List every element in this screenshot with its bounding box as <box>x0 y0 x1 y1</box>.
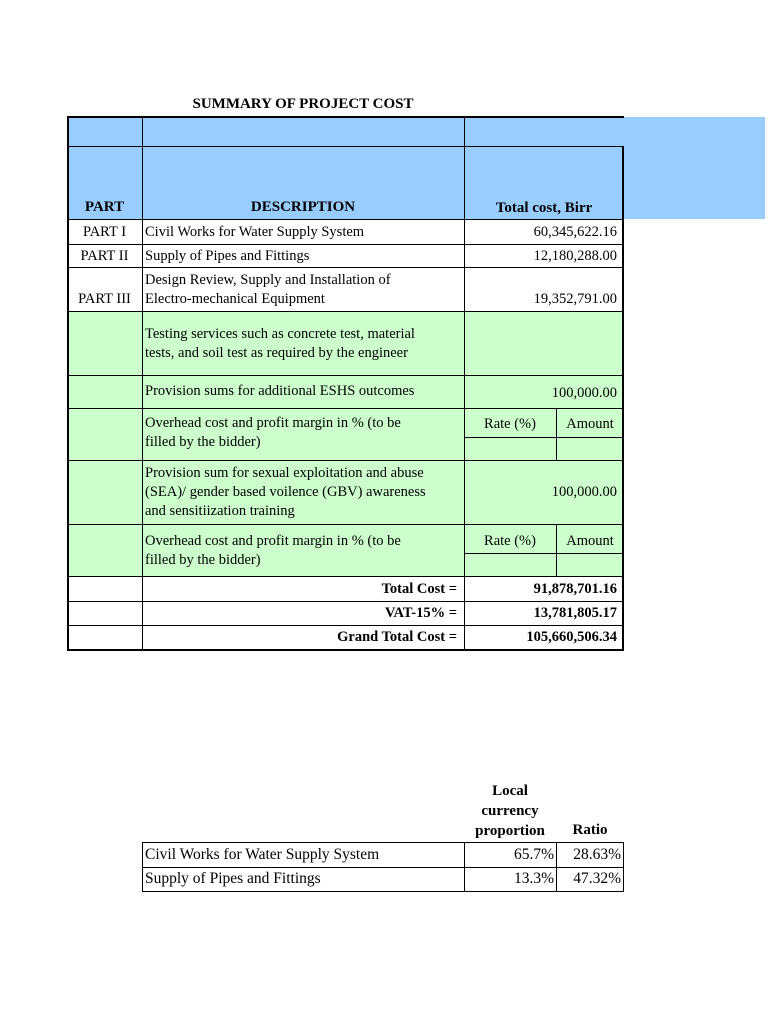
rate-label: Rate (%) <box>484 533 536 549</box>
description-cell: Design Review, Supply and Installation of <box>145 272 391 288</box>
description-cell: Testing services such as concrete test, material <box>145 326 415 342</box>
amount-cell: 100,000.00 <box>551 484 617 500</box>
vat-value: 13,781,805.17 <box>533 605 617 621</box>
description-cell: Provision sums for additional ESHS outcomes <box>145 383 415 399</box>
local-proportion-value: 13.3% <box>513 870 554 887</box>
local-currency-header: Local currency proportion <box>475 783 545 839</box>
description-cell: filled by the bidder) <box>145 552 261 568</box>
grand-total-label: Grand Total Cost = <box>337 629 457 645</box>
total-cost-value: 91,878,701.16 <box>533 581 617 597</box>
vat-label: VAT-15% = <box>384 605 457 621</box>
part-label: PART I <box>82 224 127 240</box>
description-cell: Provision sum for sexual exploitation and abuse <box>145 465 424 481</box>
total-cost-label: Total Cost = <box>381 581 457 597</box>
description-cell: and sensitiization training <box>145 503 295 519</box>
rate-label: Rate (%) <box>484 416 536 432</box>
table-row: Supply of Pipes and Fittings <box>145 870 321 887</box>
description-cell: Supply of Pipes and Fittings <box>145 248 310 264</box>
ratio-value: 47.32% <box>573 870 621 887</box>
header-fill-extension <box>624 117 765 219</box>
amount-cell: 12,180,288.00 <box>533 248 617 264</box>
page-title: SUMMARY OF PROJECT COST <box>192 96 414 112</box>
part-label: PART III <box>78 291 131 307</box>
ratio-header: Ratio <box>572 822 608 838</box>
header-total-cost: Total cost, Birr <box>495 200 593 216</box>
description-cell: tests, and soil test as required by the engineer <box>145 345 408 361</box>
description-cell: Overhead cost and profit margin in % (to be <box>145 533 401 549</box>
part-label: PART II <box>80 248 129 264</box>
description-cell: filled by the bidder) <box>145 434 261 450</box>
amount-cell: 100,000.00 <box>551 385 617 401</box>
grand-total-value: 105,660,506.34 <box>526 629 617 645</box>
description-cell: (SEA)/ gender based voilence (GBV) awareness <box>145 484 426 500</box>
amount-cell: 19,352,791.00 <box>533 291 617 307</box>
amount-label: Amount <box>566 533 614 549</box>
description-cell: Electro-mechanical Equipment <box>145 291 325 307</box>
amount-cell: 60,345,622.16 <box>533 224 617 240</box>
header-description: DESCRIPTION <box>250 199 356 215</box>
table-row: Civil Works for Water Supply System <box>145 846 380 863</box>
header-part: PART <box>84 199 125 215</box>
description-cell: Civil Works for Water Supply System <box>145 224 365 240</box>
amount-label: Amount <box>566 416 614 432</box>
local-proportion-value: 65.7% <box>513 846 554 863</box>
ratio-value: 28.63% <box>573 846 621 863</box>
description-cell: Overhead cost and profit margin in % (to be <box>145 415 401 431</box>
